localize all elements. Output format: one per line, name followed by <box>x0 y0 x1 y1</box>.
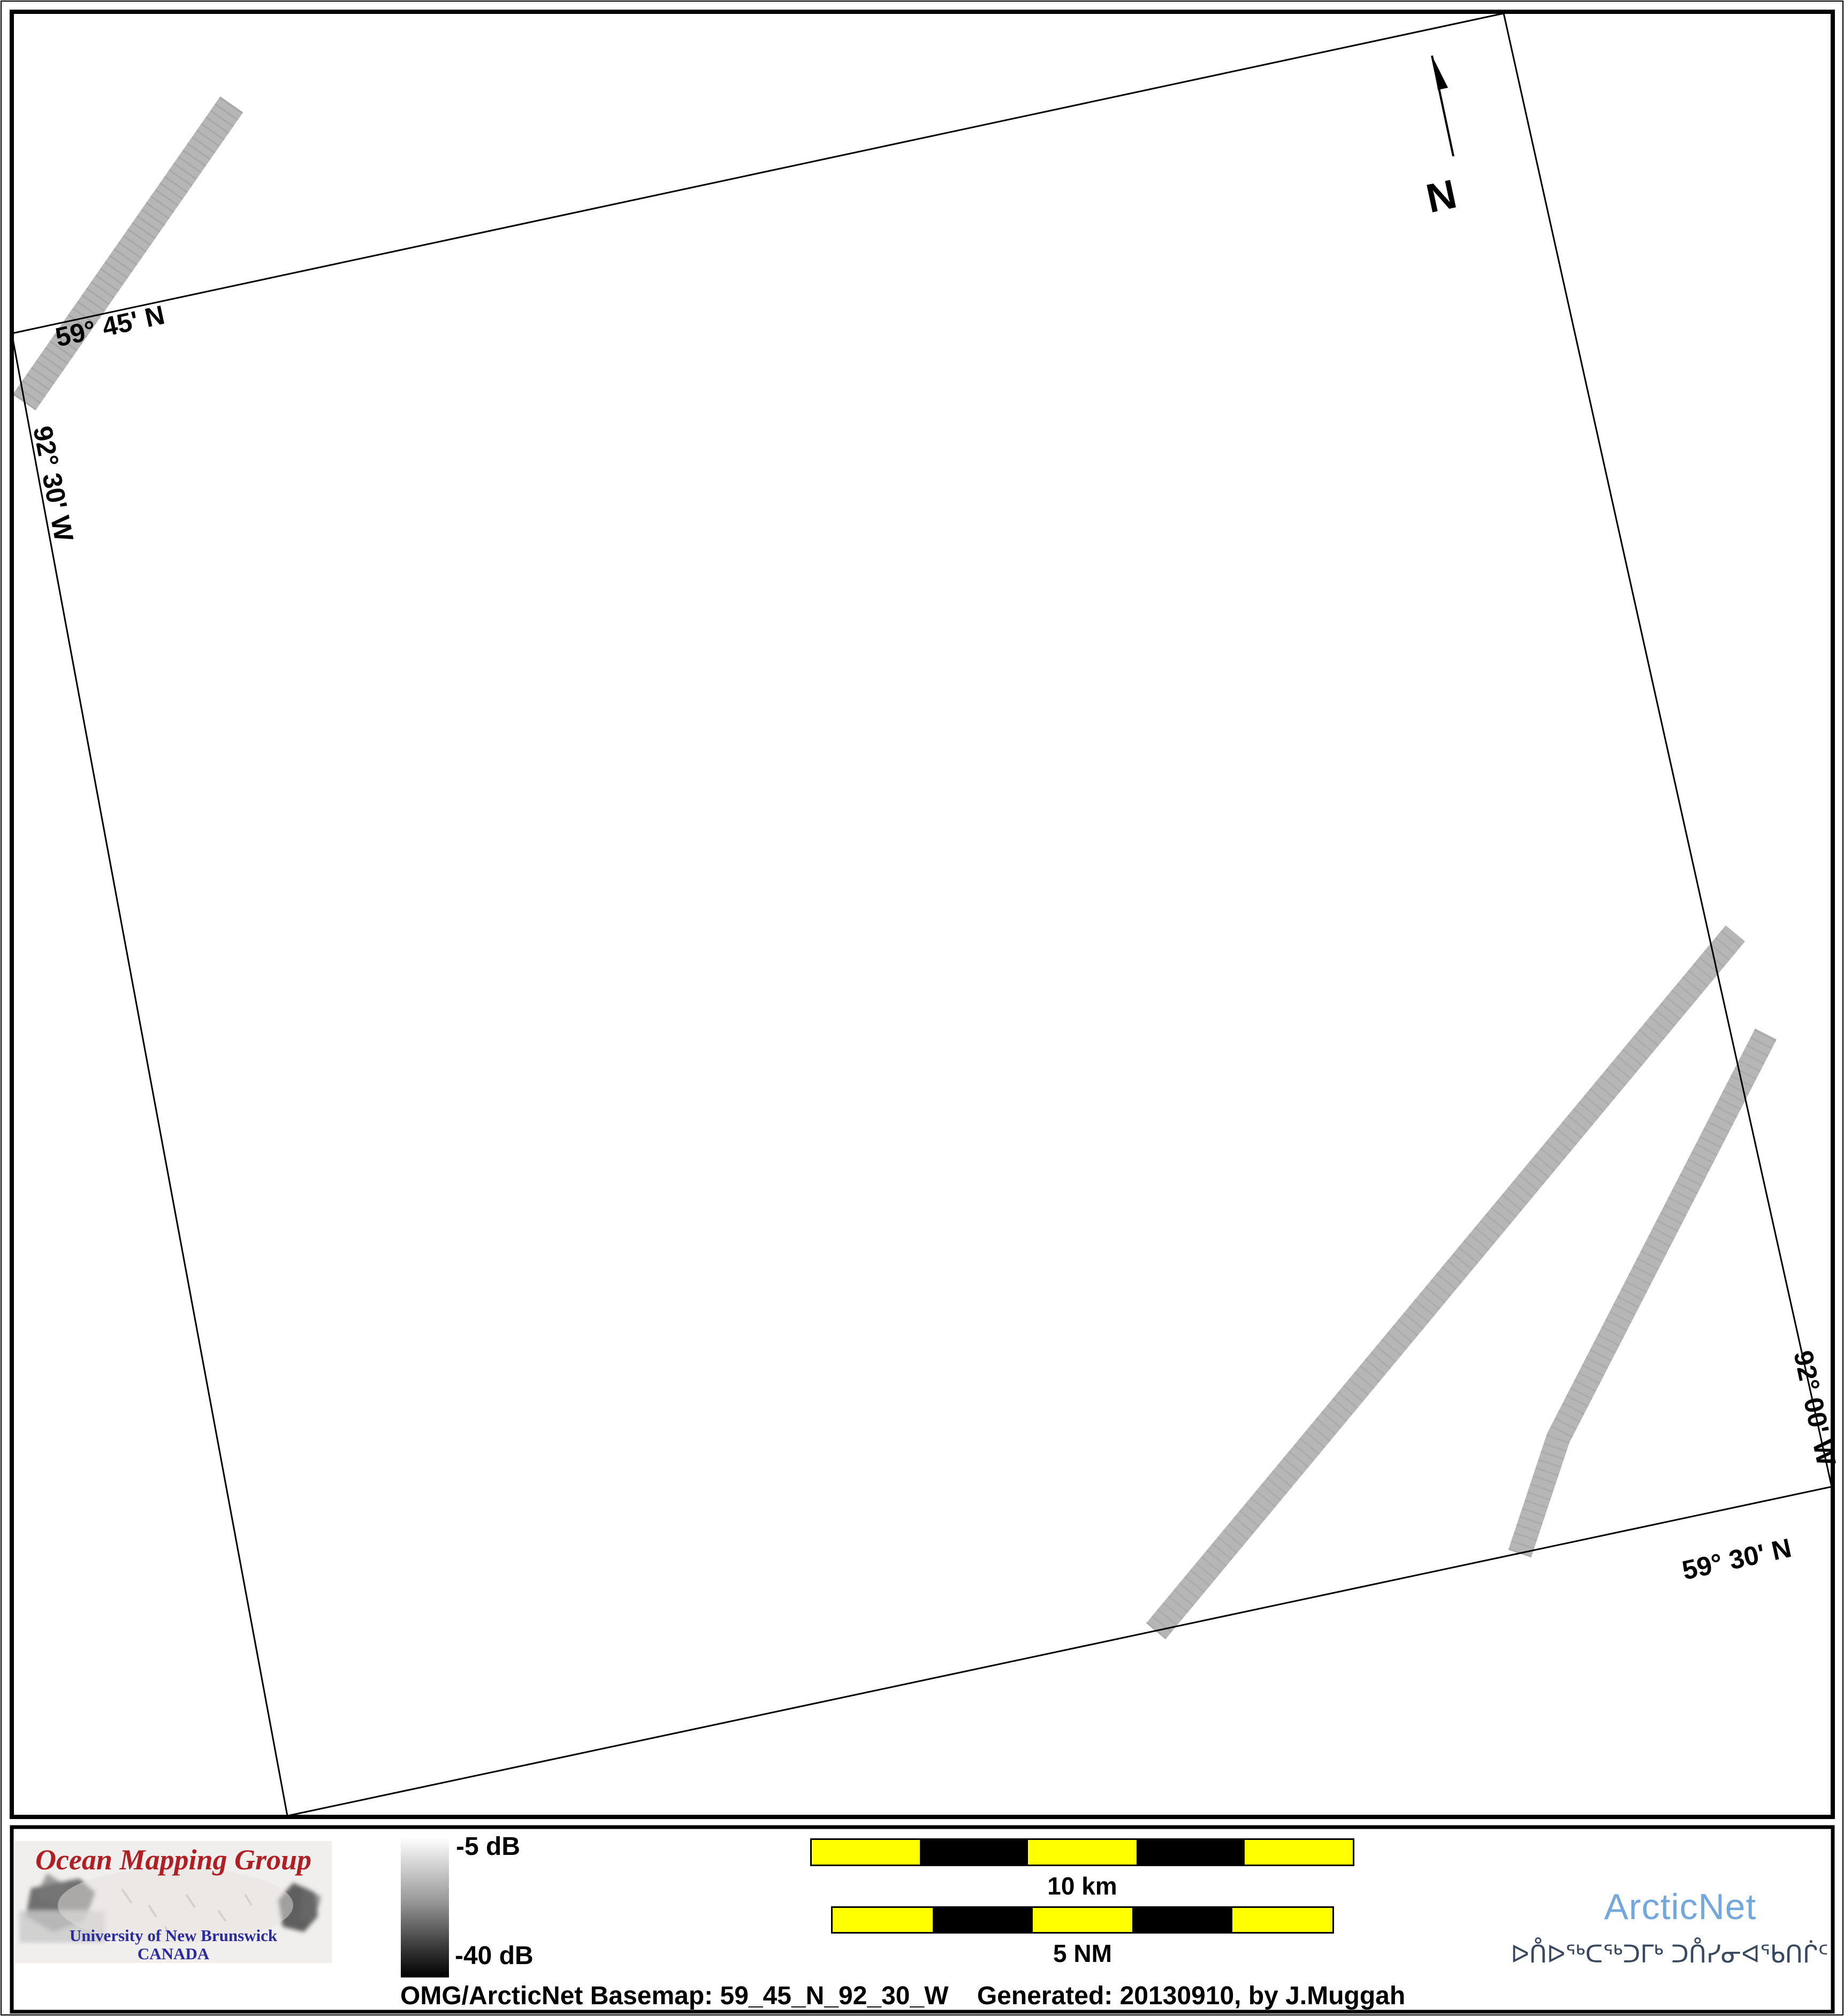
scalebar-segment <box>1232 1908 1332 1932</box>
scalebar-segment <box>812 1840 920 1865</box>
scalebar-segment <box>833 1908 933 1932</box>
north-arrow-label: N <box>1422 171 1461 222</box>
colorbar-max-label: -5 dB <box>456 1832 520 1861</box>
scalebar-segment <box>1137 1840 1245 1865</box>
scalebar-segment <box>933 1908 1033 1932</box>
scalebar-segment <box>1033 1908 1133 1932</box>
omg-logo-country: CANADA <box>137 1944 210 1963</box>
omg-logo-title: Ocean Mapping Group <box>35 1844 312 1876</box>
basemap-caption: OMG/ArcticNet Basemap: 59_45_N_92_30_W Generated: 20130910, by J.Muggah <box>400 1982 1406 2010</box>
graticule-label-bottom-lat: 59° 30' N <box>1679 1532 1794 1586</box>
map-frame-border <box>12 12 1833 1817</box>
colorbar-min-label: -40 dB <box>455 1942 534 1970</box>
graticule-label-right-lon: 92° 00' W <box>1788 1348 1842 1469</box>
graticule-label-left-lon: 92° 30' W <box>27 423 79 544</box>
north-arrow-icon <box>1422 56 1460 222</box>
map-neatline <box>12 13 1832 1816</box>
sonar-swath-topleft <box>24 104 232 402</box>
scalebar-segment <box>1028 1840 1136 1865</box>
scalebar-km <box>810 1838 1354 1866</box>
scalebar-nm <box>831 1906 1334 1934</box>
backscatter-colorbar <box>401 1837 449 1977</box>
sonar-swath-short <box>1520 1034 1766 1554</box>
arcticnet-logo: ArcticNet <box>1604 1886 1757 1927</box>
scalebar-segment <box>920 1840 1028 1865</box>
omg-logo <box>15 1841 332 1963</box>
outer-border <box>1 1 1843 2015</box>
scalebar-segment <box>1132 1908 1232 1932</box>
omg-logo-subtitle: University of New Brunswick <box>69 1926 278 1945</box>
scalebar-km-label: 10 km <box>1047 1872 1117 1900</box>
scalebar-segment <box>1245 1840 1353 1865</box>
scalebar-nm-label: 5 NM <box>1053 1939 1112 1967</box>
arcticnet-inuktitut: ᐅᑍᐅᖅᑕᖅᑐᒥᒃ ᑐᑍᓯᓂᐊᖃᑎᒌᑦ <box>1511 1940 1828 1968</box>
graticule-label-top-lat: 59° 45' N <box>52 299 167 353</box>
